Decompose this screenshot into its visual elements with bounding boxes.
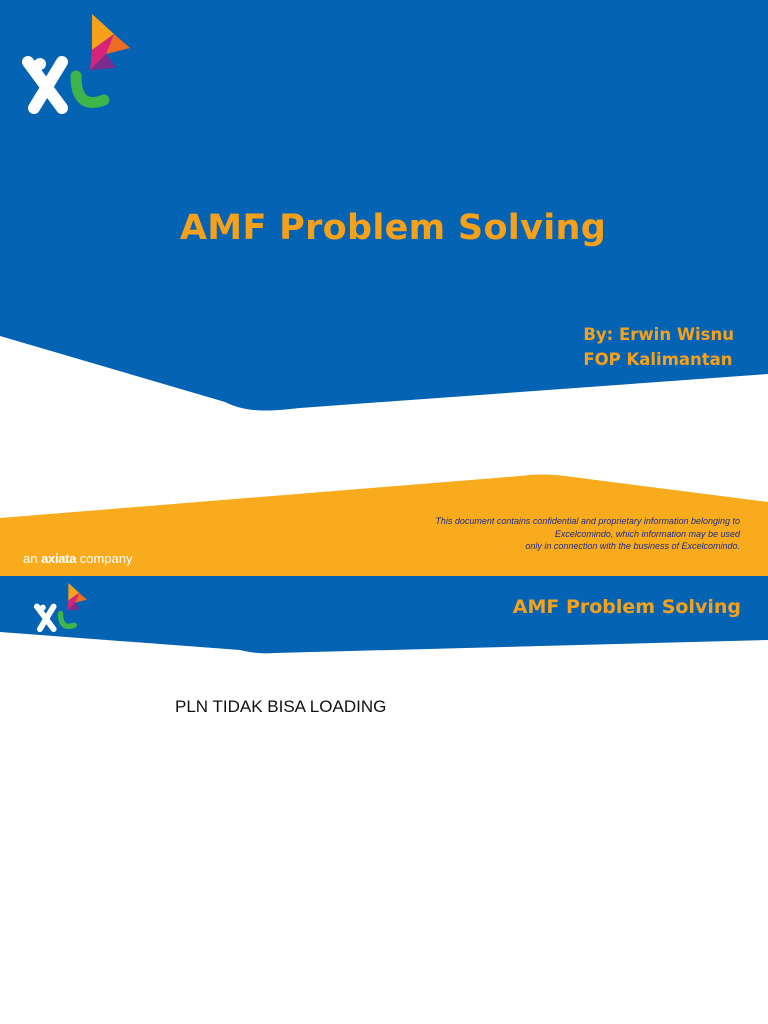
author-byline: [583, 322, 734, 372]
content-slide-header-band: [0, 576, 768, 1024]
xl-logo-icon: [18, 10, 136, 120]
axiata-company-logo: [23, 551, 133, 566]
disclaimer-line: Excelcomindo, which information may be used: [554, 528, 740, 539]
disclaimer-line: only in connection with the business of Excelcomindo.: [525, 541, 740, 551]
slide-header-title: AMF Problem Solving: [512, 596, 741, 618]
author-name: By: Erwin Wisnu: [583, 325, 734, 344]
author-team: FOP Kalimantan: [583, 350, 733, 369]
disclaimer-line: This document contains confidential and proprietary information belonging to: [435, 516, 740, 526]
presentation-title: AMF Problem Solving: [179, 208, 607, 248]
axiata-logo-suffix: company: [76, 551, 133, 566]
slide-body-text: PLN TIDAK BISA LOADING: [175, 697, 387, 716]
content-slide: [0, 576, 768, 1024]
axiata-logo-prefix: an: [23, 551, 42, 566]
confidentiality-disclaimer: [300, 515, 740, 553]
axiata-logo-brand: axiata: [41, 551, 77, 566]
xl-logo-icon: [32, 581, 90, 635]
